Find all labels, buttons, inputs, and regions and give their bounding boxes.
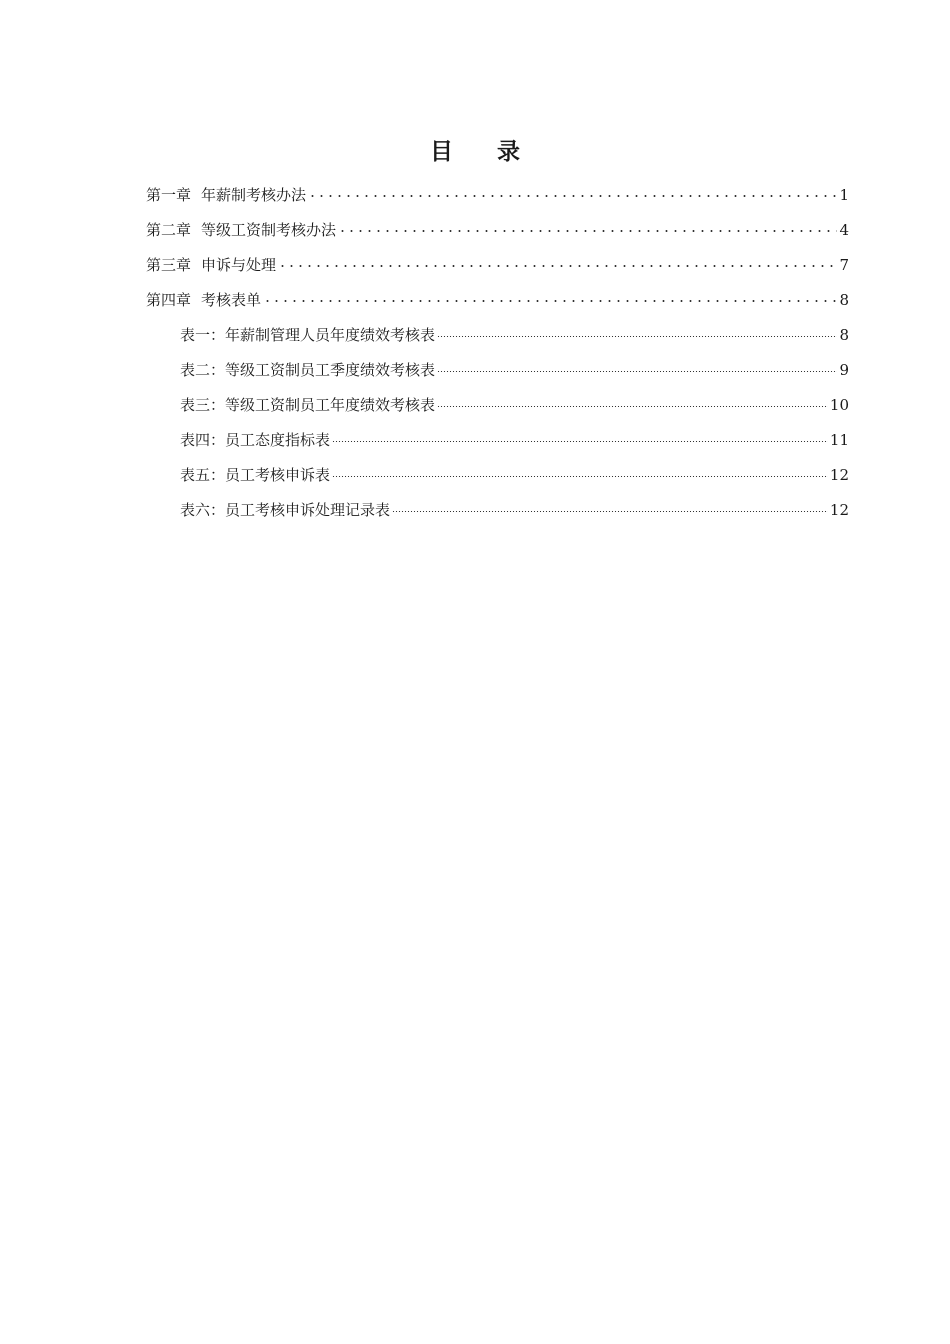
toc-entry-chapter-1[interactable] [146,184,849,219]
page-number: 12 [829,501,849,519]
chapter-number: 第一章 [146,186,192,204]
dot-leader [338,230,837,232]
toc-entry-chapter-2[interactable] [146,219,849,254]
table-title: 表一：年薪制管理人员年度绩效考核表 [180,326,436,344]
dot-leader [263,300,837,302]
toc-entry-table-2[interactable] [180,359,849,394]
dot-leader [332,476,828,477]
dot-leader [392,511,828,512]
dot-leader [332,441,828,442]
toc-entry-chapter-3[interactable] [146,254,849,289]
chapter-title: 申诉与处理 [201,256,277,274]
page-number: 10 [829,396,849,414]
chapter-number: 第二章 [146,221,192,239]
table-title: 表五：员工考核申诉表 [180,466,331,484]
chapter-number: 第四章 [146,291,192,309]
toc-title: 目 录 [429,138,538,165]
table-of-contents [146,184,849,534]
toc-entry-table-1[interactable] [180,324,849,359]
table-title: 表四：员工态度指标表 [180,431,331,449]
page-number: 4 [839,221,849,239]
page-number: 1 [839,186,849,204]
page-number: 7 [839,256,849,274]
toc-entry-table-4[interactable] [180,429,849,464]
page-number: 11 [829,431,849,449]
dot-leader [308,195,837,197]
chapter-number: 第三章 [146,256,192,274]
table-title: 表六：员工考核申诉处理记录表 [180,501,391,519]
toc-entry-label [146,289,261,311]
dot-leader [278,265,837,267]
chapter-title: 年薪制考核办法 [201,186,307,204]
chapter-title: 等级工资制考核办法 [201,221,337,239]
toc-entry-label [146,219,336,241]
page-number: 8 [839,326,849,344]
dot-leader [437,371,837,372]
chapter-title: 考核表单 [201,291,262,309]
toc-entry-chapter-4[interactable] [146,289,849,324]
table-title: 表三：等级工资制员工年度绩效考核表 [180,396,436,414]
page-number: 8 [839,291,849,309]
dot-leader [437,336,837,337]
page-number: 12 [829,466,849,484]
toc-entry-label [146,184,306,206]
dot-leader [437,406,828,407]
toc-entry-table-5[interactable] [180,464,849,499]
toc-entry-table-6[interactable] [180,499,849,534]
table-title: 表二：等级工资制员工季度绩效考核表 [180,361,436,379]
page-number: 9 [839,361,849,379]
toc-entry-table-3[interactable] [180,394,849,429]
toc-entry-label [146,254,276,276]
